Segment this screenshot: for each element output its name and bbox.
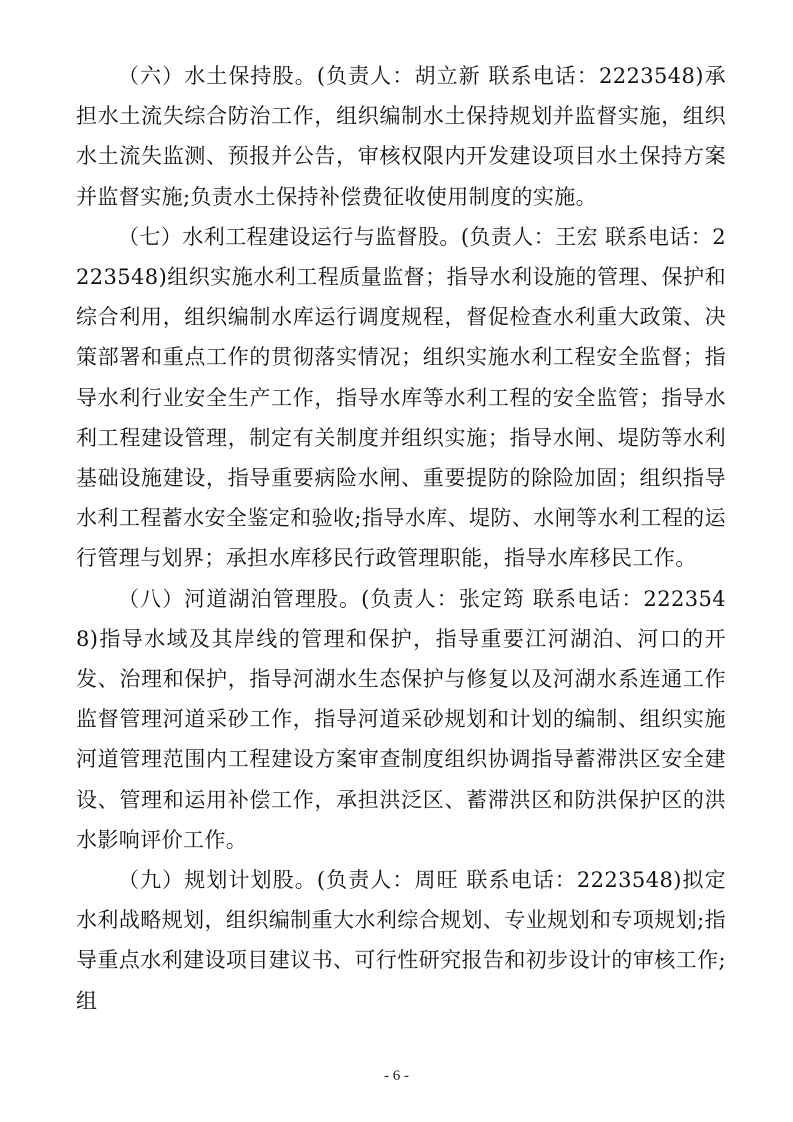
paragraph-planning: （九）规划计划股。(负责人：周旺 联系电话：2223548)拟定水利战略规划，组织编制重大水利综合规划、专业规划和专项规划;指导重点水利建设项目建议书、可行性研究报告和初步设计的审核工作;组 (76, 868, 726, 1013)
paragraph-engineering-supervision: （七）水利工程建设运行与监督股。(负责人：王宏 联系电话：2223548)组织实施水利工程质量监督；指导水利设施的管理、保护和综合利用，组织编制水库运行调度规程，督促检查水利重大政策、决策部署和重点工作的贯彻落实情况；组织实施水利工程安全监督；指导水利行业安全生产工作，指导水库等水利工程的安全监管；指导水利工程建设管理，制定有关制度并组织实施；指导水闸、堤防等水利基础设施建设，指导重要病险水闸、重要提防的除险加固；组织指导水利工程蓄水安全鉴定和验收;指导水库、堤防、水闸等水利工程的运行管理与划界；承担水库移民行政管理职能，指导水库移民工作。 (76, 224, 726, 571)
page-number: - 6 - (384, 1068, 409, 1084)
paragraph-soil-conservation: （六）水土保持股。(负责人：胡立新 联系电话：2223548)承担水土流失综合防治工作，组织编制水土保持规划并监督实施，组织水土流失监测、预报并公告，审核权限内开发建设项目水土保持方案并监督实施;负责水土保持补偿费征收使用制度的实施。 (76, 64, 726, 209)
paragraph-river-lake-management: （八）河道湖泊管理股。(负责人：张定筠 联系电话：2223548)指导水域及其岸线的管理和保护，指导重要江河湖泊、河口的开发、治理和保护，指导河湖水生态保护与修复以及河湖水系连通工作 监督管理河道采砂工作，指导河道采砂规划和计划的编制、组织实施河道管理范围内工程建设方案审查制度组织协调指导蓄滞洪区安全建设、管理和运用补偿工作，承担洪泛区、蓄滞洪区和防洪保护区的洪水影响评价工作。 (76, 586, 726, 852)
document-body (76, 56, 726, 1021)
